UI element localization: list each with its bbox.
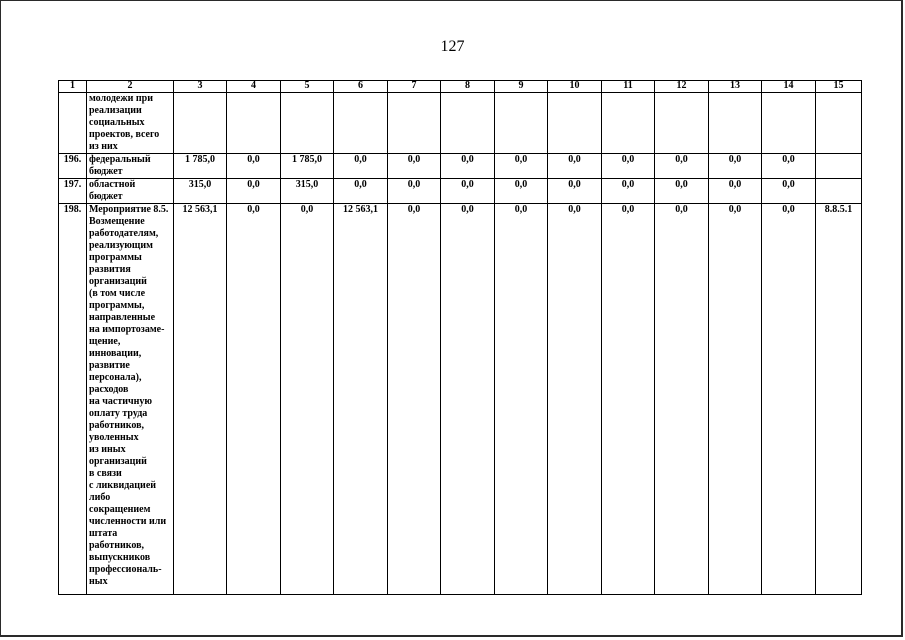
value-cell: 0,0 (441, 179, 495, 204)
row-name-text: областной бюджет (89, 179, 136, 202)
column-header: 5 (281, 81, 334, 93)
column-header: 9 (495, 81, 548, 93)
table-row (59, 179, 862, 204)
page-number: 127 (440, 38, 465, 55)
value-cell: 0,0 (495, 179, 548, 204)
value-cell (602, 93, 655, 154)
value-cell: 0,0 (655, 204, 709, 595)
value-cell: 1 785,0 (174, 154, 227, 179)
value-cell: 0,0 (709, 204, 762, 595)
value-cell (548, 93, 602, 154)
column-header: 14 (762, 81, 816, 93)
column-header: 4 (227, 81, 281, 93)
row-name (87, 179, 174, 204)
data-table (58, 80, 862, 595)
value-cell: 315,0 (281, 179, 334, 204)
value-cell: 0,0 (334, 179, 388, 204)
row-name (87, 93, 174, 154)
table-row (59, 154, 862, 179)
value-cell: 0,0 (548, 154, 602, 179)
column-header: 2 (87, 81, 174, 93)
value-cell: 0,0 (388, 154, 441, 179)
value-cell: 0,0 (227, 204, 281, 595)
code-cell (816, 154, 862, 179)
value-cell: 0,0 (762, 204, 816, 595)
column-header: 11 (602, 81, 655, 93)
value-cell: 0,0 (388, 204, 441, 595)
column-header: 3 (174, 81, 227, 93)
row-name-text: молодежи при реализации социальных проектов, всего из них (89, 93, 160, 152)
value-cell: 0,0 (227, 179, 281, 204)
value-cell (655, 93, 709, 154)
value-cell: 0,0 (655, 179, 709, 204)
value-cell: 0,0 (495, 204, 548, 595)
row-name-text: федеральный бюджет (89, 154, 151, 177)
row-number: 197. (59, 179, 87, 204)
value-cell: 0,0 (602, 204, 655, 595)
value-cell (709, 93, 762, 154)
value-cell (441, 93, 495, 154)
value-cell (388, 93, 441, 154)
value-cell: 0,0 (227, 154, 281, 179)
column-header: 10 (548, 81, 602, 93)
value-cell: 315,0 (174, 179, 227, 204)
value-cell: 0,0 (548, 204, 602, 595)
value-cell: 0,0 (762, 179, 816, 204)
table-row (59, 93, 862, 154)
column-header: 8 (441, 81, 495, 93)
value-cell: 0,0 (602, 154, 655, 179)
value-cell (495, 93, 548, 154)
code-cell (816, 93, 862, 154)
header-row (59, 81, 862, 93)
value-cell (334, 93, 388, 154)
value-cell: 0,0 (548, 179, 602, 204)
value-cell: 12 563,1 (334, 204, 388, 595)
value-cell: 0,0 (655, 154, 709, 179)
value-cell: 0,0 (709, 154, 762, 179)
value-cell: 0,0 (762, 154, 816, 179)
column-header: 13 (709, 81, 762, 93)
table-row (59, 204, 862, 595)
value-cell (227, 93, 281, 154)
row-number (59, 93, 87, 154)
row-name (87, 154, 174, 179)
column-header: 6 (334, 81, 388, 93)
value-cell: 0,0 (709, 179, 762, 204)
column-header: 12 (655, 81, 709, 93)
value-cell: 0,0 (441, 154, 495, 179)
column-header: 1 (59, 81, 87, 93)
row-name (87, 204, 174, 595)
value-cell: 0,0 (441, 204, 495, 595)
value-cell: 0,0 (334, 154, 388, 179)
value-cell (281, 93, 334, 154)
code-cell: 8.8.5.1 (816, 204, 862, 595)
row-name-text: Мероприятие 8.5. Возмещение работодателям, реализующим программы развития организаций (в том числе программы, направленные на импортозаме- щение, инновации, развитие персонала), расходов на частичную оплату труда работников, уволенных из иных организаций в связи с ликвидацией либо сокращением численности или штата работников, выпускников профессиональ- ных (89, 204, 169, 587)
column-header: 15 (816, 81, 862, 93)
column-header: 7 (388, 81, 441, 93)
value-cell: 0,0 (602, 179, 655, 204)
value-cell (762, 93, 816, 154)
code-cell (816, 179, 862, 204)
value-cell (174, 93, 227, 154)
value-cell: 0,0 (495, 154, 548, 179)
row-number: 198. (59, 204, 87, 595)
value-cell: 1 785,0 (281, 154, 334, 179)
value-cell: 0,0 (281, 204, 334, 595)
value-cell: 12 563,1 (174, 204, 227, 595)
row-number: 196. (59, 154, 87, 179)
value-cell: 0,0 (388, 179, 441, 204)
